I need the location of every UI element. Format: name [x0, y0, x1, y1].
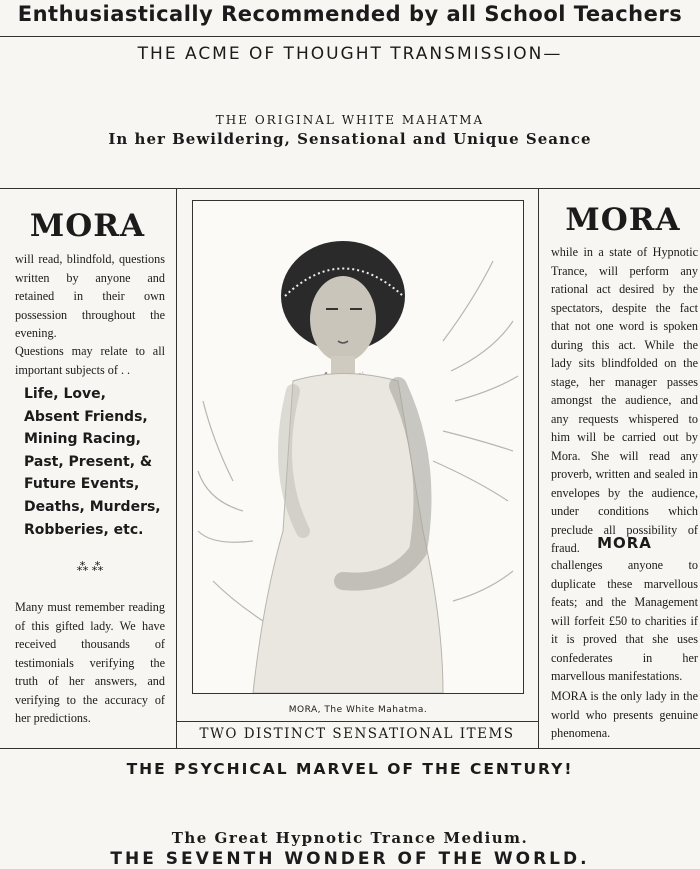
subject-item: Robberies, etc. — [24, 521, 144, 538]
seance-subtitle: In her Bewildering, Sensational and Unique Seance — [108, 130, 592, 148]
photo-caption: MORA, The White Mahatma. — [288, 705, 428, 715]
great-medium-line: The Great Hypnotic Trance Medium. — [171, 829, 529, 847]
ornament-glyph: ⁂ ⁂ — [76, 560, 104, 574]
banner-headline: Enthusiastically Recommended by all School Teachers — [17, 2, 683, 26]
rule-top — [0, 36, 700, 37]
left-paragraph-3: Many must remember reading of this gifted lady. We have received thousands of testimonials verifying the truth of her answers, and verifying to the accuracy of her predictions. — [15, 600, 165, 725]
subject-item: Deaths, Murders, — [24, 498, 161, 515]
left-paragraph-1: will read, blindfold, questions written by anyone and retained in their own possession throughout the evening. — [15, 252, 165, 340]
psychical-headline: THE PSYCHICAL MARVEL OF THE CENTURY! — [126, 760, 574, 778]
acme-headline: THE ACME OF THOUGHT TRANSMISSION— — [137, 44, 563, 64]
subject-item: Future Events, — [24, 476, 140, 493]
subjects-list — [24, 383, 169, 541]
right-mora-subtitle: MORA — [597, 534, 652, 552]
seventh-wonder-line: THE SEVENTH WONDER OF THE WORLD. — [110, 849, 590, 869]
portrait-photo — [192, 200, 524, 694]
rule-mid-bottom — [0, 748, 700, 749]
subject-item: Mining Racing, — [24, 431, 141, 448]
portrait-illustration — [193, 201, 523, 693]
two-items-heading: TWO DISTINCT SENSATIONAL ITEMS — [199, 726, 515, 742]
right-paragraph-1: while in a state of Hypnotic Trance, will perform any rational act desired by the spectators, despite the fact that not one word is spoken during this act. While the lady sits blindfolded on the stage, her manager passes amongst the audience, and any requests whispered to him will be carried out by Mora. She will read any proverb, written and sealed in envelopes by the audience, under conditions which preclude all possibility of fraud. — [551, 245, 698, 555]
rule-right-col — [538, 188, 539, 748]
rule-caption — [176, 721, 538, 722]
subject-item: Past, Present, & — [24, 453, 153, 470]
right-paragraph-2: challenges anyone to duplicate these marvellous feats; and the Management will forfeit £50 to charities if it is proved that she uses confederates in her marvellous manifestations. — [551, 558, 698, 683]
left-paragraph-2: Questions may relate to all important subjects of . . — [15, 344, 165, 377]
rule-mid-top — [0, 188, 700, 189]
right-mora-title: MORA — [565, 202, 681, 238]
right-paragraph-3: MORA is the only lady in the world who presents genuine phenomena. — [551, 689, 698, 740]
subject-item: Life, Love, — [24, 386, 106, 402]
subject-item: Absent Friends, — [24, 408, 148, 425]
original-white-mahatma: THE ORIGINAL WHITE MAHATMA — [215, 113, 485, 127]
left-mora-title: MORA — [29, 208, 146, 244]
rule-left-col — [176, 188, 177, 748]
